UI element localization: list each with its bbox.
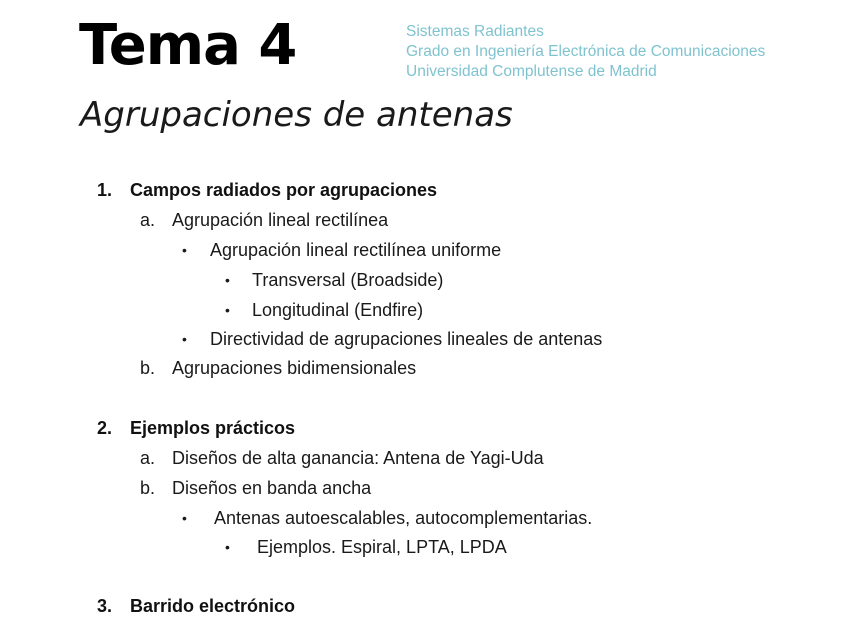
outline-label: Diseños de alta ganancia: Antena de Yagi-Uda — [172, 448, 544, 468]
outline-label: Ejemplos. Espiral, LPTA, LPDA — [257, 537, 507, 557]
outline-letter: b. — [140, 358, 156, 378]
outline-number: 2. — [97, 418, 113, 438]
bullet-icon: • — [225, 302, 230, 318]
outline-letter: a. — [140, 448, 156, 468]
bullet-icon: • — [225, 539, 230, 555]
outline-label: Agrupación lineal rectilínea — [172, 210, 389, 230]
bullet-icon: • — [182, 510, 187, 526]
slide-subtitle: Agrupaciones de antenas — [80, 95, 513, 135]
outline-label: Longitudinal (Endfire) — [252, 300, 424, 320]
outline-label: Antenas autoescalables, autocomplementarias. — [214, 508, 593, 528]
outline-label: Transversal (Broadside) — [252, 270, 444, 290]
outline-label: Campos radiados por agrupaciones — [130, 180, 438, 200]
bullet-icon: • — [182, 331, 187, 347]
outline-label: Barrido electrónico — [130, 596, 296, 616]
outline-letter: b. — [140, 478, 156, 498]
bullet-icon: • — [225, 272, 230, 288]
degree-name: Grado en Ingeniería Electrónica de Comunicaciones — [406, 43, 766, 60]
outline-label: Agrupación lineal rectilínea uniforme — [210, 240, 502, 260]
outline-label: Ejemplos prácticos — [130, 418, 296, 438]
slide-title: Tema 4 — [79, 13, 297, 78]
outline-label: Directividad de agrupaciones lineales de antenas — [210, 329, 603, 349]
university-name: Universidad Complutense de Madrid — [406, 63, 657, 80]
outline-label: Diseños en banda ancha — [172, 478, 372, 498]
outline-label: Agrupaciones bidimensionales — [172, 358, 417, 378]
outline-number: 1. — [97, 180, 113, 200]
bullet-icon: • — [182, 242, 187, 258]
course-name: Sistemas Radiantes — [406, 23, 544, 40]
outline-letter: a. — [140, 210, 156, 230]
outline-number: 3. — [97, 596, 113, 616]
course-info — [406, 22, 765, 82]
